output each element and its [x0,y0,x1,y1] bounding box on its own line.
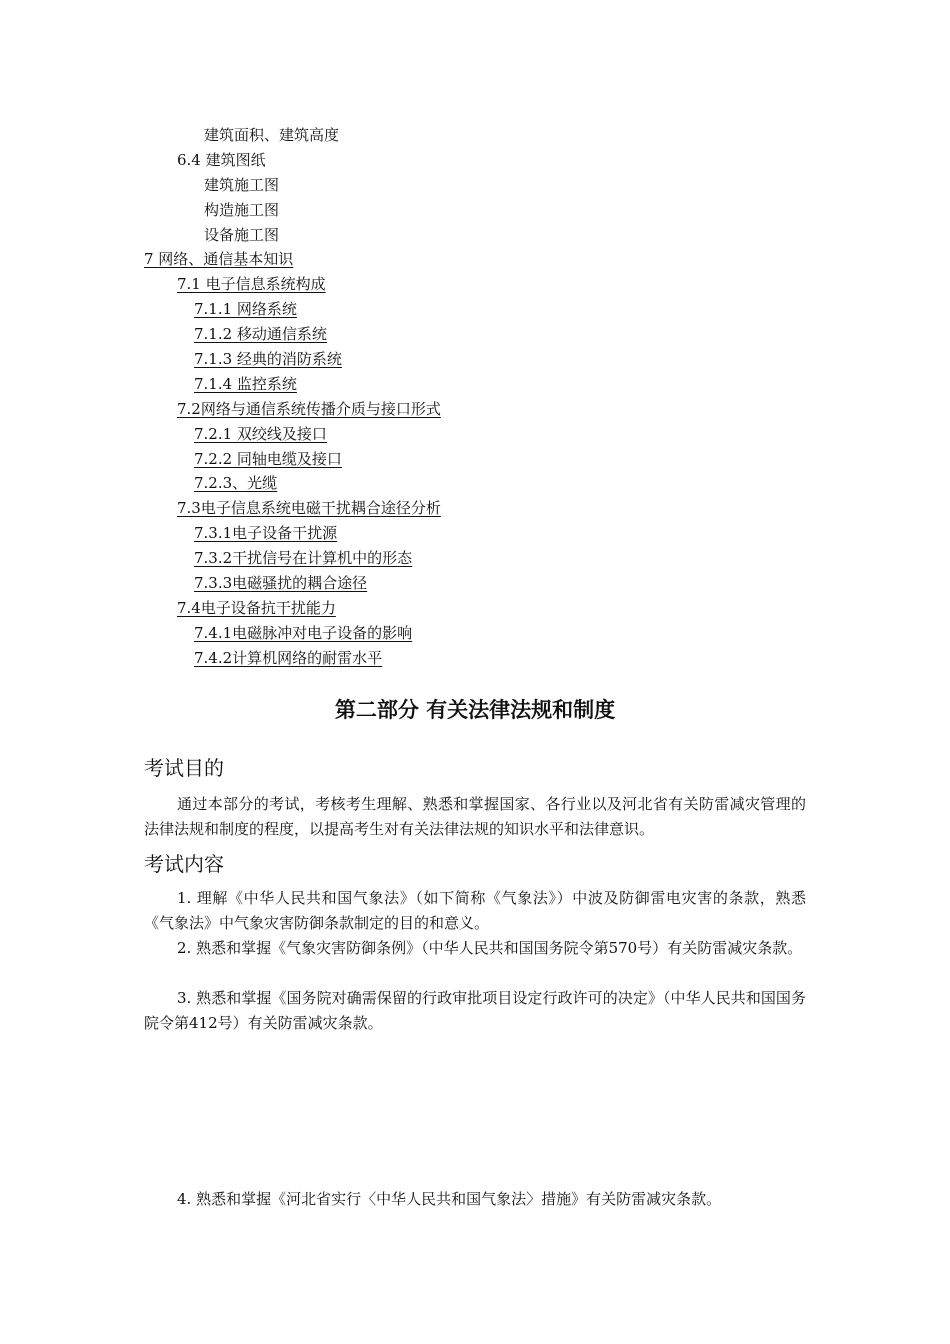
toc-link[interactable]: 7.2.2 同轴电缆及接口 [194,449,342,468]
toc-link[interactable]: 7.2.3、光缆 [194,474,278,493]
toc-link[interactable]: 7.3.3电磁骚扰的耦合途径 [194,574,368,593]
content-item-4: 4. 熟悉和掌握《河北省实行〈中华人民共和国气象法〉措施》有关防雷减灾条款。 [177,1190,722,1208]
toc-link[interactable]: 7 网络、通信基本知识 [144,250,294,269]
toc-link[interactable]: 7.1.4 监控系统 [194,374,297,393]
toc-link[interactable]: 7.4.1电磁脉冲对电子设备的影响 [194,623,413,642]
toc-link[interactable]: 7.4电子设备抗干扰能力 [177,598,336,617]
toc-link[interactable]: 7.3电子信息系统电磁干扰耦合途径分析 [177,499,441,518]
toc-link[interactable]: 7.3.2干扰信号在计算机中的形态 [194,549,413,568]
toc-entry: 6.4 建筑图纸 [177,150,266,169]
content-item-1: 1. 理解《中华人民共和国气象法》（如下简称《气象法》）中波及防御雷电灾害的条款，熟悉《气象法》中气象灾害防御条款制定的目的和意义。 [144,889,806,932]
toc-link[interactable]: 7.1.1 网络系统 [194,300,297,319]
content-item-3: 3. 熟悉和掌握《国务院对确需保留的行政审批项目设定行政许可的决定》（中华人民共和国国务院令第412号）有关防雷减灾条款。 [144,989,806,1032]
purpose-paragraph: 通过本部分的考试，考核考生理解、熟悉和掌握国家、各行业以及河北省有关防雷减灾管理的法律法规和制度的程度，以提高考生对有关法律法规的知识水平和法律意识。 [144,795,806,838]
toc-link[interactable]: 7.1.3 经典的消防系统 [194,350,342,369]
content-heading: 考试内容 [144,852,224,876]
toc-entry: 设备施工图 [204,225,280,244]
part-title: 第二部分 有关法律法规和制度 [334,698,616,722]
toc-link[interactable]: 7.1 电子信息系统构成 [177,275,326,294]
toc-link[interactable]: 7.2网络与通信系统传播介质与接口形式 [177,399,441,418]
table-of-contents [0,123,950,671]
toc-link[interactable]: 7.3.1电子设备干扰源 [194,524,338,543]
toc-entry: 构造施工图 [204,200,280,219]
toc-link[interactable]: 7.4.2计算机网络的耐雷水平 [194,648,383,667]
toc-entry: 建筑施工图 [204,175,280,194]
toc-link[interactable]: 7.1.2 移动通信系统 [194,325,327,344]
purpose-heading: 考试目的 [144,756,224,780]
toc-entry: 建筑面积、建筑高度 [204,126,340,144]
toc-link[interactable]: 7.2.1 双绞线及接口 [194,424,327,443]
content-item-2: 2. 熟悉和掌握《气象灾害防御条例》（中华人民共和国国务院令第570号）有关防雷减灾条款。 [177,939,803,957]
